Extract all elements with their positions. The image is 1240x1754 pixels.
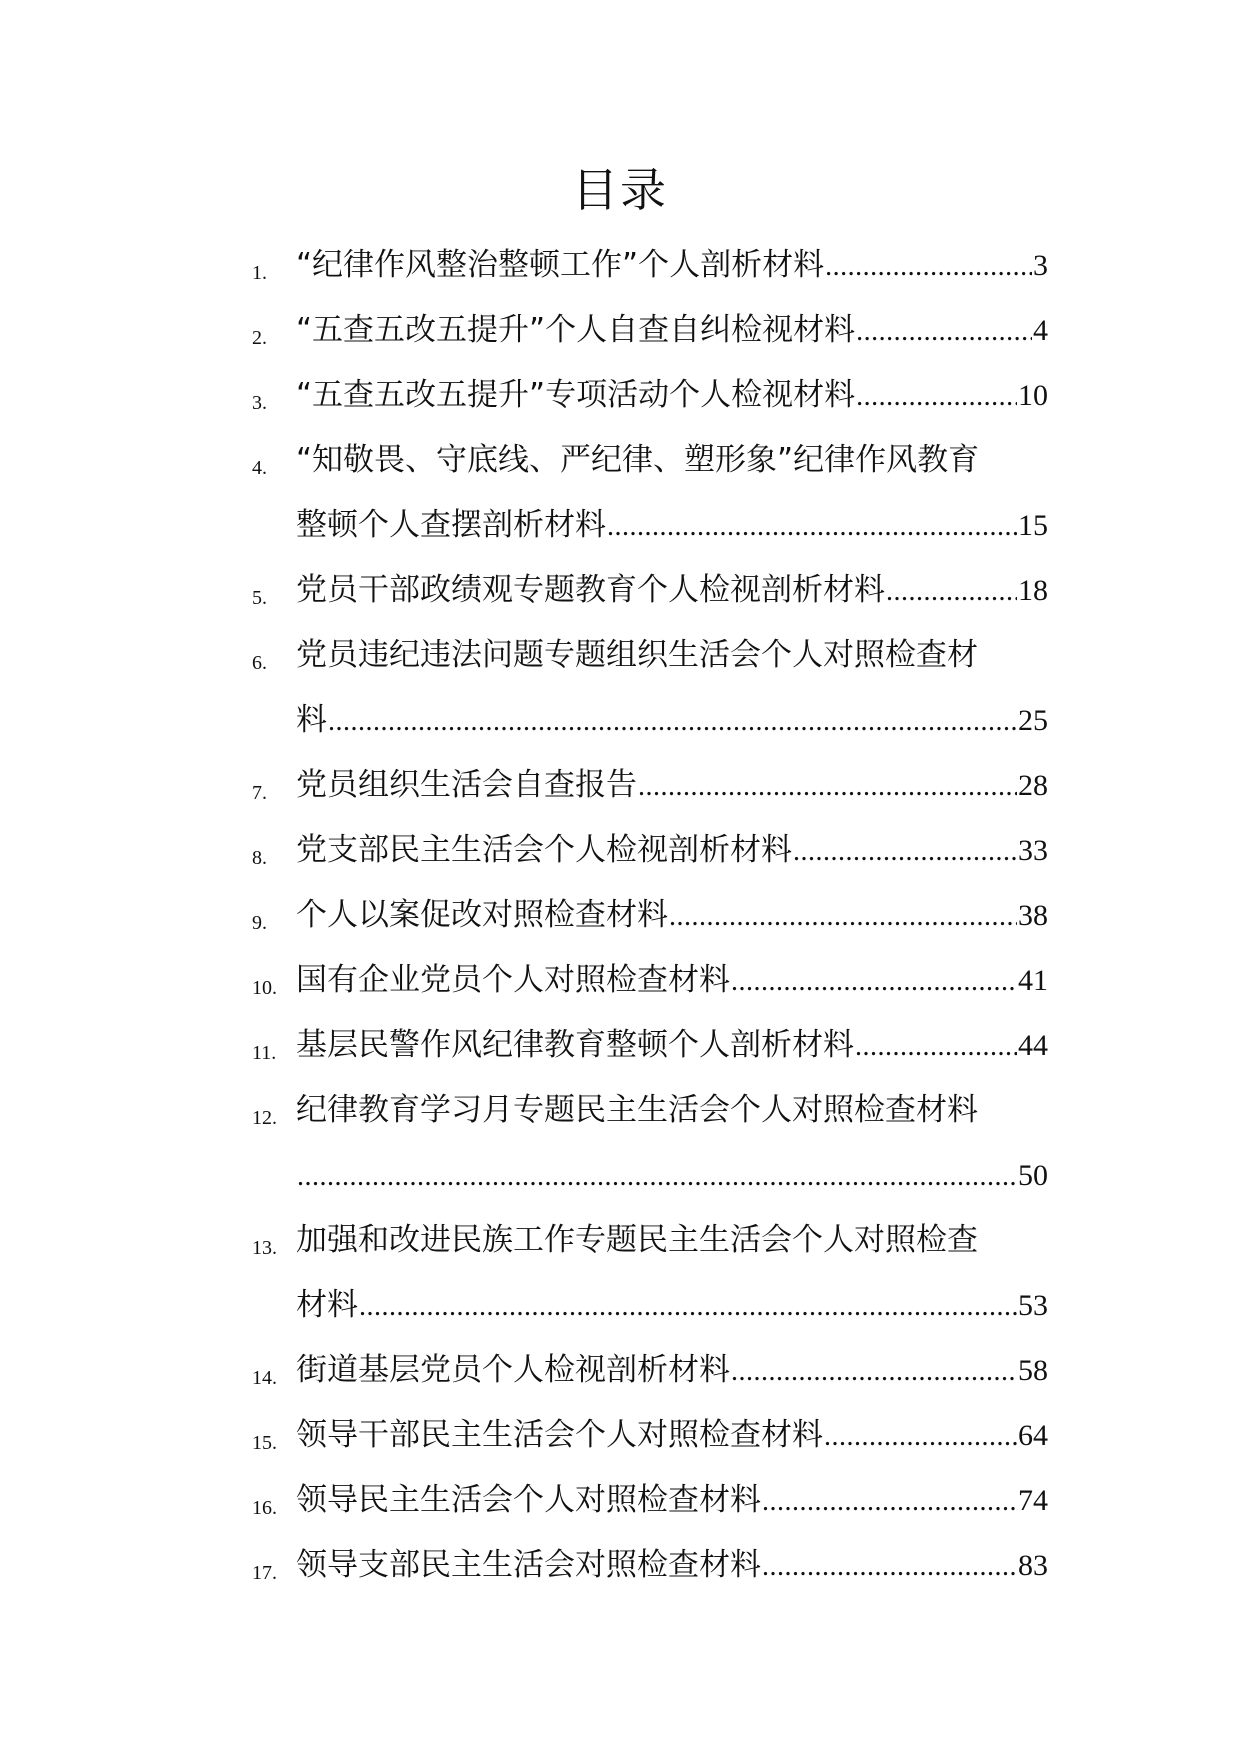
toc-entry[interactable] <box>0 1533 1240 1598</box>
dot-leader <box>638 754 1017 819</box>
toc-entry-number: 4. <box>252 457 267 479</box>
toc-entry-title: 党支部民主生活会个人检视剖析材料 <box>296 832 792 868</box>
dot-leader <box>762 1469 1017 1534</box>
dot-leader <box>328 689 1017 754</box>
toc-entry-title: 基层民警作风纪律教育整顿个人剖析材料 <box>296 1027 854 1063</box>
toc-entry-number: 6. <box>252 652 267 674</box>
toc-entry[interactable] <box>0 818 1240 883</box>
toc-entry[interactable] <box>0 428 1240 558</box>
toc-entry-body <box>296 233 1048 298</box>
toc-entry-title: 加强和改进民族工作专题民主生活会个人对照检查 <box>296 1222 978 1258</box>
toc-entry-title: 党员组织生活会自查报告 <box>296 767 637 803</box>
toc-entry[interactable] <box>0 1468 1240 1533</box>
dot-leader <box>824 1404 1017 1469</box>
dot-leader <box>731 949 1017 1014</box>
toc-entry-page-number: 41 <box>1018 964 1048 997</box>
toc-entry-number: 7. <box>252 782 267 804</box>
toc-entry[interactable] <box>0 883 1240 948</box>
toc-entry[interactable] <box>0 298 1240 363</box>
toc-entry-page-number: 25 <box>1018 704 1048 737</box>
toc-entry[interactable] <box>0 1078 1240 1208</box>
toc-entry-body <box>296 558 1048 623</box>
toc-entry-body <box>296 883 1048 948</box>
toc-entry-title: “五查五改五提升”专项活动个人检视材料 <box>296 377 856 413</box>
toc-entry-page-number: 10 <box>1018 379 1048 412</box>
toc-entry-body <box>296 1338 1048 1403</box>
toc-entry-number: 14. <box>252 1367 277 1389</box>
toc-entry-page-number: 18 <box>1018 574 1048 607</box>
toc-entry[interactable] <box>0 623 1240 753</box>
dot-leader <box>607 494 1017 559</box>
dot-leader <box>856 299 1032 364</box>
toc-entry-page-number: 83 <box>1018 1549 1048 1582</box>
toc-entry-number: 1. <box>252 262 267 284</box>
toc-entry-title: 领导民主生活会个人对照检查材料 <box>296 1482 761 1518</box>
toc-entry-page-number: 74 <box>1018 1484 1048 1517</box>
toc-entry-title: 材料 <box>296 1287 358 1323</box>
toc-entry-title: “纪律作风整治整顿工作”个人剖析材料 <box>296 247 825 283</box>
toc-entry-number: 8. <box>252 847 267 869</box>
toc-entry-body <box>296 818 1048 883</box>
toc-entry-body <box>296 753 1048 818</box>
toc-entry-body <box>296 623 1048 753</box>
toc-entry-page-number: 28 <box>1018 769 1048 802</box>
dot-leader <box>669 884 1017 949</box>
toc-entry-number: 10. <box>252 977 277 999</box>
dot-leader <box>297 1144 1017 1209</box>
toc-entry[interactable] <box>0 1338 1240 1403</box>
toc-entry-body <box>296 298 1048 363</box>
toc-entry-body <box>296 948 1048 1013</box>
toc-entry-number: 3. <box>252 392 267 414</box>
toc-entry-body <box>296 1533 1048 1598</box>
toc-entry-page-number: 64 <box>1018 1419 1048 1452</box>
toc-entry-page-number: 50 <box>1018 1159 1048 1192</box>
toc-entry[interactable] <box>0 558 1240 623</box>
toc-entry-title: 党员干部政绩观专题教育个人检视剖析材料 <box>296 572 885 608</box>
toc-entry-page-number: 44 <box>1018 1029 1048 1062</box>
toc-entry[interactable] <box>0 1208 1240 1338</box>
toc-entry-page-number: 58 <box>1018 1354 1048 1387</box>
toc-entry-title: 整顿个人查摆剖析材料 <box>296 507 606 543</box>
toc-entry-number: 13. <box>252 1237 277 1259</box>
toc-entry[interactable] <box>0 1403 1240 1468</box>
toc-entry-number: 9. <box>252 912 267 934</box>
toc-entry-title: “五查五改五提升”个人自查自纠检视材料 <box>296 312 856 348</box>
toc-entry-page-number: 33 <box>1018 834 1048 867</box>
dot-leader <box>359 1274 1017 1339</box>
toc-entry[interactable] <box>0 1013 1240 1078</box>
toc-entry-body <box>296 1078 1048 1208</box>
toc-entry[interactable] <box>0 753 1240 818</box>
toc-entry-number: 17. <box>252 1562 277 1584</box>
toc-entry-title: 纪律教育学习月专题民主生活会个人对照检查材料 <box>296 1092 978 1128</box>
toc-entry-body <box>296 1208 1048 1338</box>
toc-entry-number: 15. <box>252 1432 277 1454</box>
toc-entry-title: 党员违纪违法问题专题组织生活会个人对照检查材 <box>296 637 978 673</box>
dot-leader <box>762 1534 1017 1599</box>
toc-entry-number: 16. <box>252 1497 277 1519</box>
toc-entry-title: 国有企业党员个人对照检查材料 <box>296 962 730 998</box>
toc-entry[interactable] <box>0 363 1240 428</box>
toc-entry-title: “知敬畏、守底线、严纪律、塑形象”纪律作风教育 <box>296 442 980 478</box>
toc-entry-title: 领导支部民主生活会对照检查材料 <box>296 1547 761 1583</box>
toc-entry-number: 12. <box>252 1107 277 1129</box>
toc-entry-title: 街道基层党员个人检视剖析材料 <box>296 1352 730 1388</box>
toc-entry-body <box>296 1468 1048 1533</box>
toc-entry-page-number: 15 <box>1018 509 1048 542</box>
toc-entry[interactable] <box>0 233 1240 298</box>
toc-entry-body <box>296 363 1048 428</box>
toc-entry-title: 领导干部民主生活会个人对照检查材料 <box>296 1417 823 1453</box>
toc-entry-body <box>296 428 1048 558</box>
dot-leader <box>793 819 1017 884</box>
toc-entry[interactable] <box>0 948 1240 1013</box>
toc-entry-page-number: 4 <box>1033 314 1048 347</box>
toc-entry-body <box>296 1013 1048 1078</box>
toc-entry-title: 料 <box>296 702 327 738</box>
toc-title: 目录 <box>572 163 668 217</box>
dot-leader <box>855 1014 1017 1079</box>
toc-entry-page-number: 38 <box>1018 899 1048 932</box>
toc-entry-number: 11. <box>252 1042 277 1064</box>
dot-leader <box>731 1339 1017 1404</box>
dot-leader <box>856 364 1017 429</box>
toc-entry-title: 个人以案促改对照检查材料 <box>296 897 668 933</box>
toc-entry-body <box>296 1403 1048 1468</box>
toc-list <box>0 233 1240 1598</box>
toc-entry-number: 5. <box>252 587 267 609</box>
toc-entry-page-number: 3 <box>1033 249 1048 282</box>
toc-entry-number: 2. <box>252 327 267 349</box>
dot-leader <box>825 234 1032 299</box>
dot-leader <box>886 559 1017 624</box>
toc-entry-page-number: 53 <box>1018 1289 1048 1322</box>
